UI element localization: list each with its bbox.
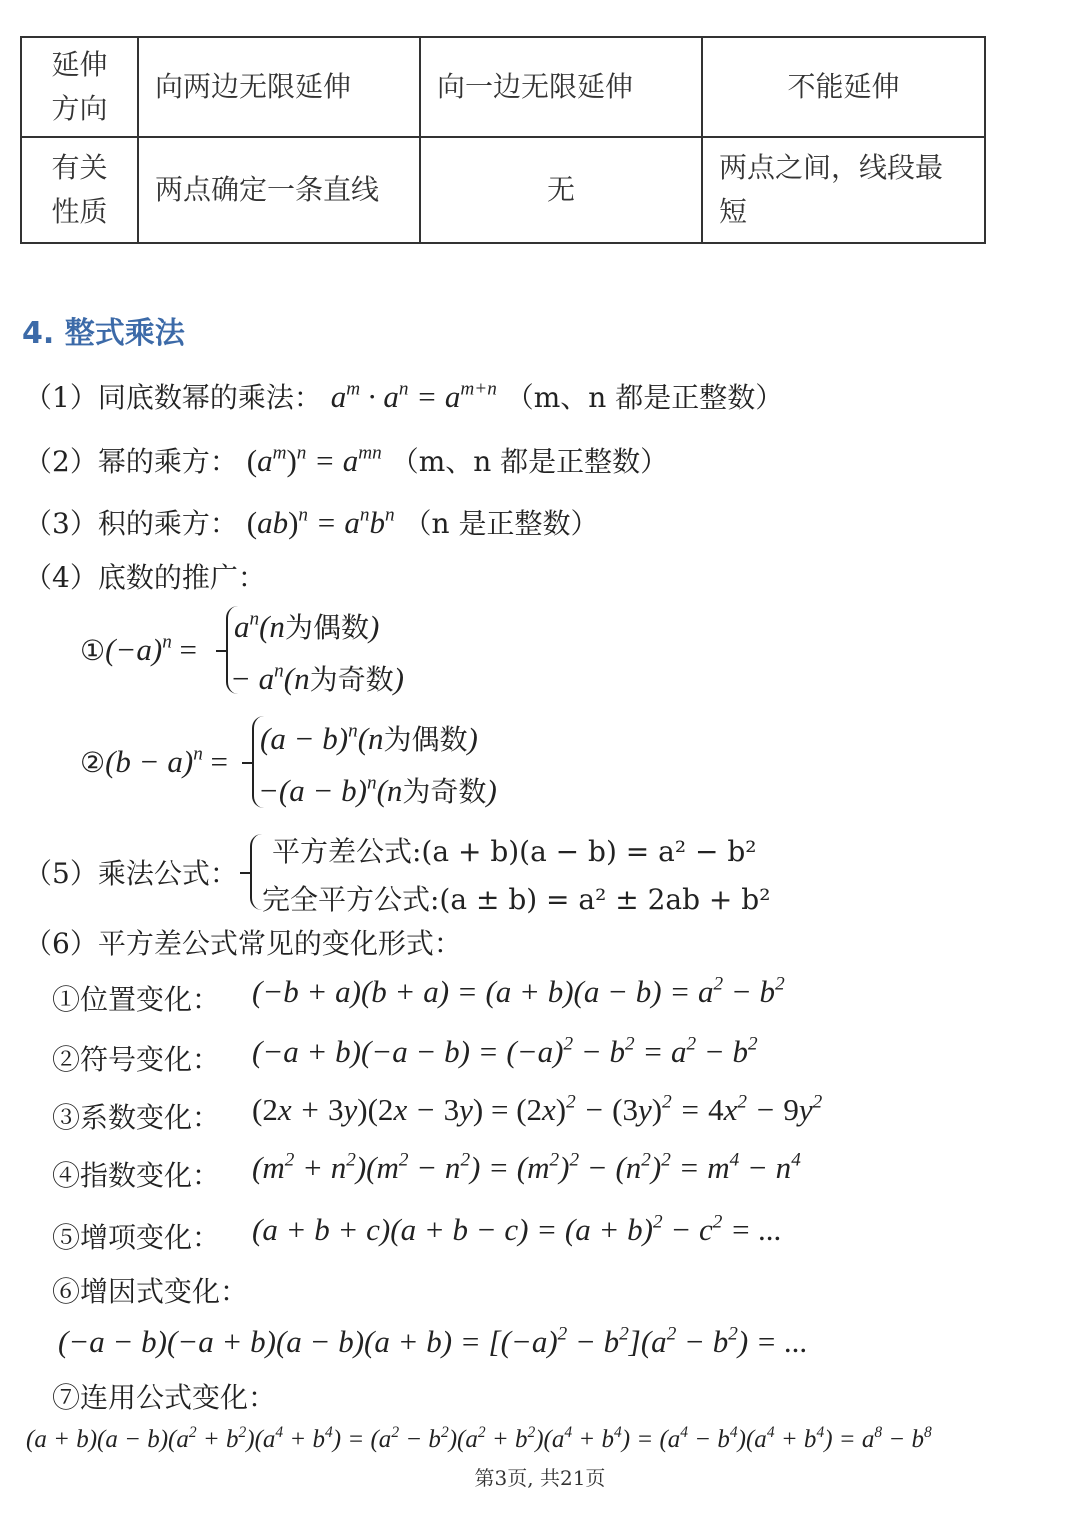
item-1 bbox=[24, 376, 783, 416]
row-header-text: 有关 性质 bbox=[51, 151, 108, 228]
table-cell: 向一边无限延伸 bbox=[420, 37, 702, 137]
item-label: （2）幂的乘方： bbox=[24, 445, 238, 478]
formula: 完全平方公式:(a ± b) = a² ± 2ab + b² bbox=[262, 883, 771, 916]
formula-note: （n 是正整数） bbox=[403, 507, 599, 540]
variation-3-formula: $(2x + 3y)(2x - 3y) = (2x)^2 - (3y)^2 = 4x^2 - 9y^2$ bbox=[252, 1091, 823, 1127]
variation-7-formula: $(a + b)(a - b)(a^2 + b^2)(a^4 + b^4) = (a^2 - b^2)(a^2 + b^2)(a^4 + b^4) = (a^4 - b^4)(a^4 + b^4) = a^8 - b^8$ bbox=[26, 1423, 932, 1453]
row-header-properties bbox=[21, 137, 138, 243]
comparison-table bbox=[20, 36, 986, 244]
variation-5 bbox=[52, 1216, 220, 1256]
case-2-lhs: ②(b − a)$^n$ = bbox=[80, 743, 229, 779]
formula-note: （m、n 都是正整数） bbox=[505, 381, 784, 414]
item-label: （3）积的乘方： bbox=[24, 507, 238, 540]
table-cell: 不能延伸 bbox=[702, 37, 985, 137]
item-5 bbox=[24, 852, 238, 892]
item-6 bbox=[24, 922, 462, 962]
row-header-extension bbox=[21, 37, 138, 137]
item-2 bbox=[24, 440, 668, 480]
table-row bbox=[21, 37, 985, 137]
item-label: （4）底数的推广： bbox=[24, 561, 266, 594]
case-1-odd: − $a^n(n$为奇数) bbox=[230, 660, 404, 696]
variation-7 bbox=[52, 1376, 276, 1416]
item-label: （6）平方差公式常见的变化形式： bbox=[24, 927, 462, 960]
table-cell: 无 bbox=[420, 137, 702, 243]
variation-label: ⑦连用公式变化： bbox=[52, 1381, 277, 1414]
perfect-square bbox=[262, 878, 770, 918]
formula: $(a^m)^n = a^{mn}$ bbox=[246, 442, 382, 478]
variation-label: ⑥增因式变化： bbox=[52, 1275, 249, 1308]
brace bbox=[250, 834, 262, 910]
variation-label: ③系数变化： bbox=[52, 1101, 221, 1134]
case-1-even: $a^n(n$为偶数) bbox=[234, 608, 380, 644]
variation-4-formula: $(m^2 + n^2)(m^2 - n^2) = (m^2)^2 - (n^2)^2 = m^4 - n^4$ bbox=[252, 1149, 801, 1185]
variation-3 bbox=[52, 1096, 220, 1136]
variation-label: ①位置变化： bbox=[52, 983, 221, 1016]
variation-label: ④指数变化： bbox=[52, 1159, 221, 1192]
table-row bbox=[21, 137, 985, 243]
circled-number: ① bbox=[80, 634, 106, 667]
variation-5-formula: $(a + b + c)(a + b - c) = (a + b)^2 - c^2$ = ... bbox=[252, 1211, 783, 1247]
item-3 bbox=[24, 502, 598, 542]
formula-note: （m、n 都是正整数） bbox=[390, 445, 669, 478]
formula: $(ab)^n = a^nb^n$ bbox=[246, 504, 395, 540]
case-2-odd: $-(a - b)^n(n$为奇数) bbox=[258, 772, 497, 808]
variation-2-formula: $(-a + b)(-a - b) = (-a)^2 - b^2 = a^2 - b^2$ bbox=[252, 1033, 758, 1069]
item-4 bbox=[24, 556, 266, 596]
item-label: （1）同底数幂的乘法： bbox=[24, 381, 322, 414]
variation-6-formula: $(-a - b)(-a + b)(a - b)(a + b) = [(-a)^2 - b^2](a^2 - b^2)$ = ... bbox=[58, 1323, 808, 1359]
variation-1-formula: $(-b + a)(b + a) = (a + b)(a - b) = a^2 - b^2$ bbox=[252, 973, 785, 1009]
formula: $a^m \cdot a^n = a^{m+n}$ bbox=[330, 378, 497, 414]
variation-4 bbox=[52, 1154, 220, 1194]
difference-of-squares bbox=[272, 830, 756, 870]
variation-2 bbox=[52, 1038, 220, 1078]
table-cell: 向两边无限延伸 bbox=[138, 37, 420, 137]
table-cell: 两点之间，线段最短 bbox=[702, 137, 985, 243]
row-header-text: 延伸 方向 bbox=[51, 48, 108, 125]
item-label: （5）乘法公式： bbox=[24, 857, 238, 890]
circled-number: ② bbox=[80, 746, 106, 779]
variation-1 bbox=[52, 978, 220, 1018]
page-footer: 第3页, 共21页 bbox=[474, 1466, 606, 1490]
case-1-lhs: $①(-a)^n$ = bbox=[80, 631, 198, 667]
section-title: 4. 整式乘法 bbox=[22, 316, 185, 351]
variation-label: ②符号变化： bbox=[52, 1043, 221, 1076]
variation-label: ⑤增项变化： bbox=[52, 1221, 221, 1254]
variation-6 bbox=[52, 1270, 248, 1310]
table-cell: 两点确定一条直线 bbox=[138, 137, 420, 243]
case-2-even: $(a - b)^n(n$为偶数) bbox=[260, 720, 478, 756]
formula: 平方差公式:(a + b)(a − b) = a² − b² bbox=[272, 835, 757, 868]
